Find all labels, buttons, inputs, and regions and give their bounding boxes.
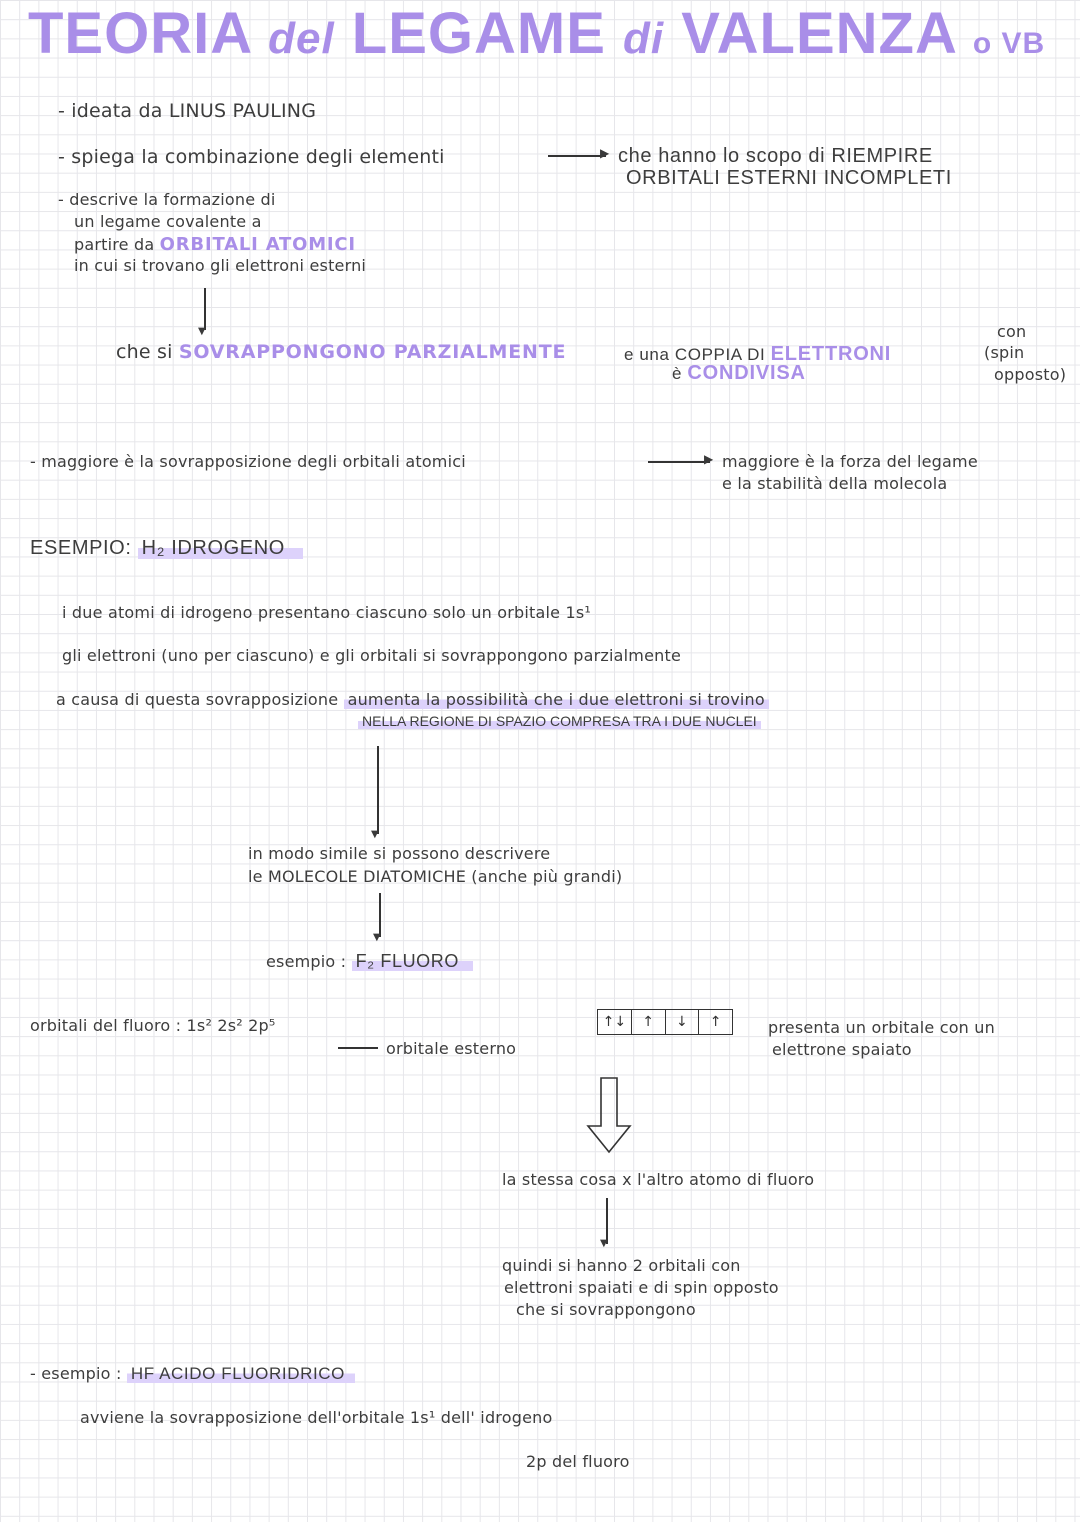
quindi-line3: che si sovrappongono [516,1300,696,1319]
arrow-down-3-head: ▼ [373,932,381,943]
bullet-spiega: - spiega la combinazione degli elementi [58,146,445,168]
orbital-diagram [597,1009,733,1035]
h2-line1: i due atomi di idrogeno presentano ciascuno solo un orbitale 1s¹ [62,603,592,622]
spaiato-line2: elettrone spaiato [772,1040,912,1059]
coppia-text: e una COPPIA DI [624,345,766,364]
spin-con: con [997,322,1027,341]
quindi-line1: quindi si hanno 2 orbitali con [502,1256,741,1275]
descrive-partire: partire da [74,235,155,254]
h2-highlight: H₂ IDROGENO [138,537,303,559]
riempire-line2: ORBITALI ESTERNI INCOMPLETI [626,167,952,189]
orbital-cell-4: ↑ [709,1014,722,1030]
esempio-hf-label: - esempio : [30,1364,122,1383]
esempio-h2 [30,537,303,560]
title-word-legame: LEGAME [351,1,606,66]
orbital-cell-1: ↑↓ [598,1010,632,1034]
arrow-right-2 [648,461,710,463]
orbital-cell-3: ↓ [666,1010,700,1034]
descrive-line4: in cui si trovano gli elettroni esterni [74,256,367,275]
maggiore-right2: e la stabilità della molecola [722,474,948,493]
arrow-down-2 [377,746,379,834]
bullet-pauling: - ideata da LINUS PAULING [58,100,317,122]
title-word-di: di [623,14,665,63]
spin-opposto: opposto) [994,365,1067,384]
orbitale-esterno-line [338,1047,378,1049]
condivisa-pre: è [672,364,683,383]
diatomiche-line2: le MOLECOLE DIATOMICHE (anche più grandi) [248,867,623,886]
descrive-line3 [74,234,356,255]
maggiore-right1: maggiore è la forza del legame [722,452,978,471]
condivisa-line [672,362,806,385]
h2-line2: gli elettroni (uno per ciascuno) e gli orbitali si sovrappongono parzialmente [62,646,681,665]
spaiato-line1: presenta un orbitale con un [768,1018,995,1037]
orbitali-fluoro: orbitali del fluoro : 1s² 2s² 2p⁵ [30,1016,276,1035]
h2-line3 [56,690,769,709]
arrow-head-2: ▶ [704,452,714,466]
quindi-line2: elettroni spaiati e di spin opposto [504,1278,779,1297]
arrow-down-3 [379,893,381,937]
regione-highlight: NELLA REGIONE DI SPAZIO COMPRESA TRA I DUE NUCLEI [358,713,761,729]
esempio-hf [30,1364,355,1384]
page-title [28,0,1045,67]
hf-line1: avviene la sovrapposizione dell'orbitale 1s¹ dell' idrogeno [80,1408,553,1427]
h2-line4 [358,713,761,729]
h2-line3-pre: a causa di questa sovrapposizione [56,690,339,709]
hf-line2: 2p del fluoro [526,1452,630,1471]
overlap-line [116,341,566,363]
esempio-label: ESEMPIO: [30,537,132,559]
arrow-right-1 [548,155,606,157]
arrow-down-2-head: ▼ [371,829,379,840]
overlap-prefix: che si [116,341,173,363]
descrive-line2: un legame covalente a [74,212,262,231]
arrow-down-1 [204,288,206,330]
title-word-teoria: TEORIA [28,1,251,66]
h2-line3-highlight: aumenta la possibilità che i due elettroni si trovino [344,690,769,709]
diatomiche-line1: in modo simile si possono descrivere [248,844,551,863]
orbitali-atomici-highlight: ORBITALI ATOMICI [159,234,356,255]
arrow-down-1-head: ▼ [198,326,206,337]
hf-highlight: HF ACIDO FLUORIDRICO [127,1364,355,1383]
esempio-f2-label: esempio : [266,952,347,971]
condivisa-highlight: CONDIVISA [687,362,806,384]
title-word-valenza: VALENZA [681,1,956,66]
arrow-head-1: ▶ [600,146,610,160]
title-word-del: del [268,14,335,63]
hollow-arrow-down-icon [584,1076,634,1156]
esempio-f2 [266,951,473,972]
orbitale-esterno: orbitale esterno [386,1039,517,1058]
spin-spin: (spin [984,343,1025,362]
elettroni-highlight: ELETTRONI [770,343,892,365]
arrow-down-4-head: ▼ [600,1238,608,1249]
riempire-line1: che hanno lo scopo di RIEMPIRE [618,145,933,167]
orbital-cell-2: ↑ [632,1010,666,1034]
title-abbrev: o VB [972,27,1046,60]
maggiore-left: - maggiore è la sovrapposizione degli orbitali atomici [30,452,466,471]
f2-highlight: F₂ FLUORO [352,951,473,971]
descrive-line1: - descrive la formazione di [58,190,276,209]
stessa-cosa: la stessa cosa x l'altro atomo di fluoro [502,1170,815,1189]
sovrappongono-highlight: SOVRAPPONGONO PARZIALMENTE [178,341,567,363]
